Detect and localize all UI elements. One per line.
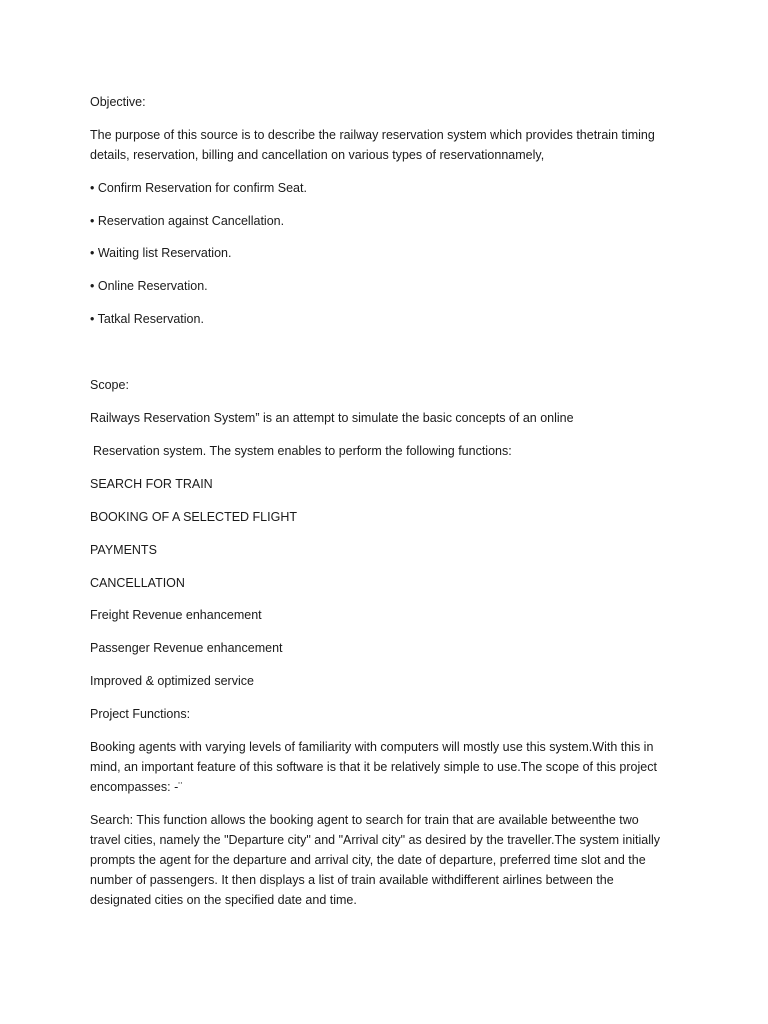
scope-line-2: Reservation system. The system enables to perform the following functions:: [93, 444, 512, 458]
objective-description-line-2: details, reservation, billing and cancellation on various types of reservationnamely,: [90, 148, 545, 162]
function-item: Passenger Revenue enhancement: [90, 641, 283, 655]
function-item: Freight Revenue enhancement: [90, 608, 262, 622]
project-functions-para-1-line-3: encompasses: -¨: [90, 780, 183, 794]
bullet-item: • Reservation against Cancellation.: [90, 214, 285, 228]
search-para-line-4: number of passengers. It then displays a list of train available withdifferent airlines between the: [90, 873, 614, 887]
objective-heading: Objective:: [90, 95, 146, 109]
objective-description-line-1: The purpose of this source is to describe the railway reservation system which provides thetrain timing: [90, 128, 655, 142]
project-functions-para-1-line-1: Booking agents with varying levels of familiarity with computers will mostly use this system.With this in: [90, 740, 654, 754]
scope-line-1: Railways Reservation System” is an attempt to simulate the basic concepts of an online: [90, 411, 574, 425]
function-item: SEARCH FOR TRAIN: [90, 477, 213, 491]
function-item: Improved & optimized service: [90, 674, 254, 688]
bullet-item: • Online Reservation.: [90, 279, 208, 293]
bullet-item: • Confirm Reservation for confirm Seat.: [90, 181, 307, 195]
function-item: BOOKING OF A SELECTED FLIGHT: [90, 510, 297, 524]
project-functions-para-1-line-2: mind, an important feature of this software is that it be relatively simple to use.The scope of this project: [90, 760, 657, 774]
function-item: PAYMENTS: [90, 543, 157, 557]
scope-heading: Scope:: [90, 378, 129, 392]
bullet-item: • Waiting list Reservation.: [90, 246, 232, 260]
search-para-line-5: designated cities on the specified date and time.: [90, 893, 357, 907]
search-para-line-3: prompts the agent for the departure and arrival city, the date of departure, preferred time slot and the: [90, 853, 646, 867]
function-item: CANCELLATION: [90, 576, 185, 590]
bullet-item: • Tatkal Reservation.: [90, 312, 204, 326]
search-para-line-2: travel cities, namely the "Departure city" and "Arrival city" as desired by the traveller.The system initially: [90, 833, 661, 847]
search-para-line-1: Search: This function allows the booking agent to search for train that are available betweenthe two: [90, 813, 639, 827]
project-functions-heading: Project Functions:: [90, 707, 191, 721]
